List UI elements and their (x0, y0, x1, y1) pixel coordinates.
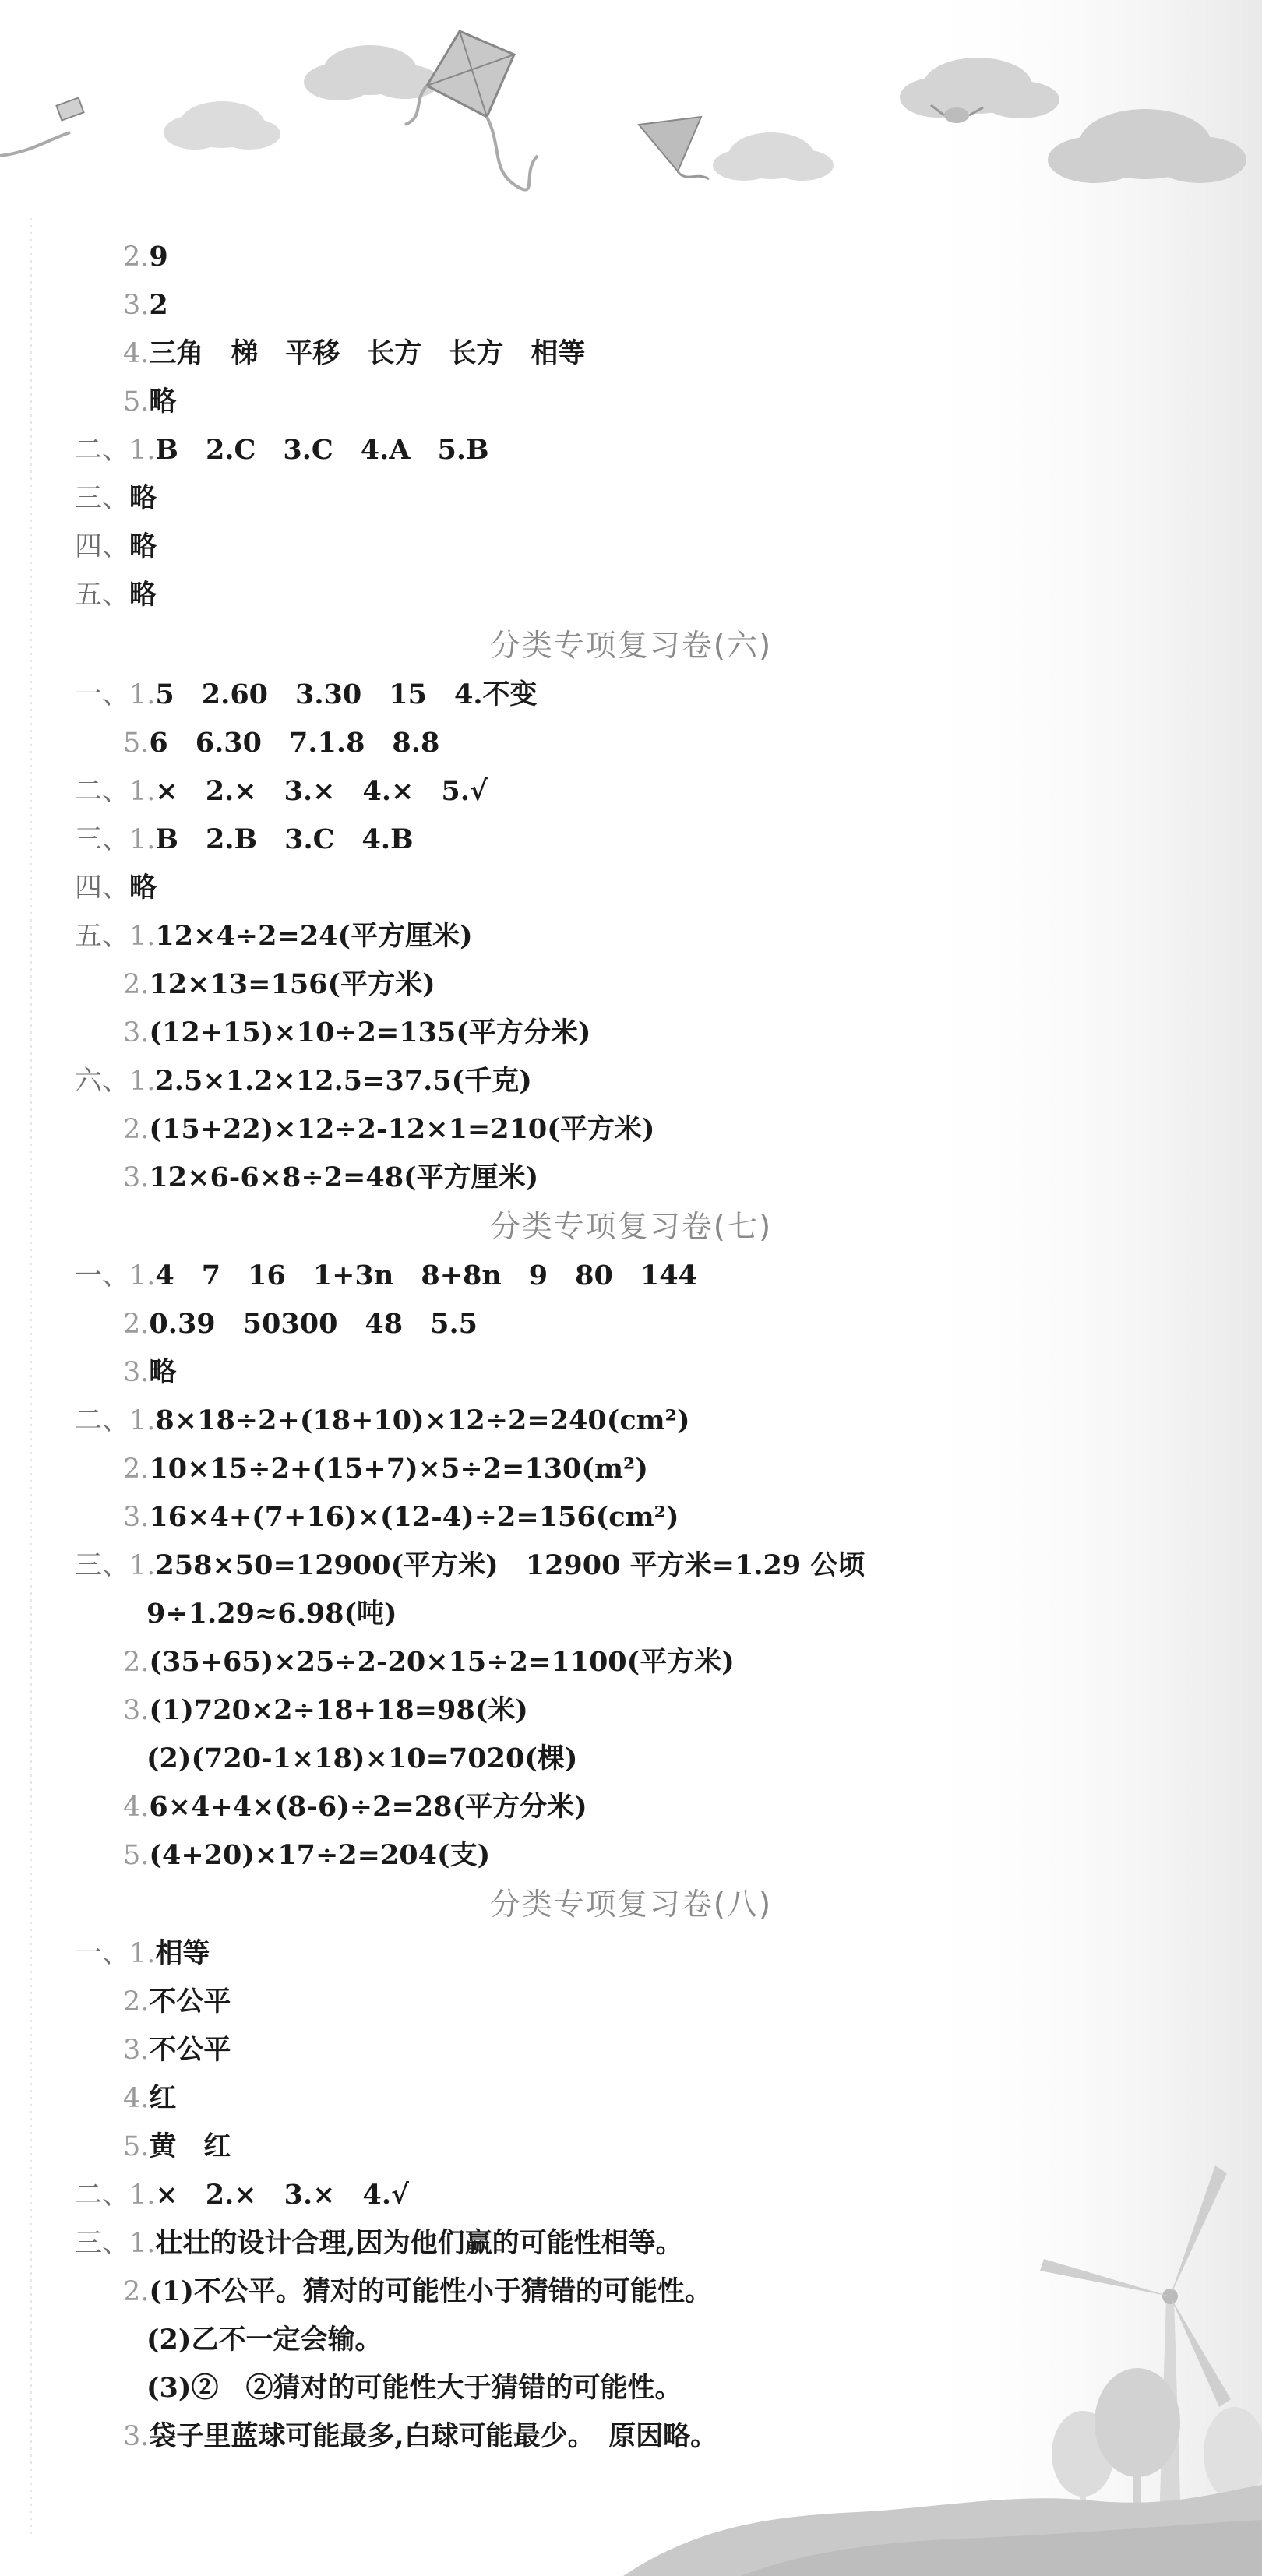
answer-line: 五、1.12×4÷2=24(平方厘米) (75, 920, 473, 952)
answer-line: (3)② ②猜对的可能性大于猜错的可能性。 (146, 2372, 682, 2404)
answer-line: 2.0.39 50300 48 5.5 (123, 1308, 478, 1340)
answer-line: (2)乙不一定会输。 (146, 2324, 382, 2356)
answer-line: 二、1.8×18÷2+(18+10)×12÷2=240(cm²) (75, 1404, 690, 1436)
answer-line: 4.6×4+4×(8-6)÷2=28(平方分米) (123, 1791, 587, 1823)
section-heading: 分类专项复习卷(八) (489, 1887, 773, 1922)
answer-line: 3.12×6-6×8÷2=48(平方厘米) (123, 1161, 539, 1193)
answer-line: 9÷1.29≈6.98(吨) (146, 1598, 397, 1630)
answer-line: 二、1.B 2.C 3.C 4.A 5.B (75, 434, 489, 466)
answer-line: 三、1.壮壮的设计合理,因为他们赢的可能性相等。 (75, 2227, 683, 2259)
answer-line: 三、1.B 2.B 3.C 4.B (75, 823, 414, 855)
answer-line: 2.12×13=156(平方米) (123, 968, 435, 1000)
answer-line: 3.(12+15)×10÷2=135(平方分米) (123, 1017, 591, 1048)
answer-line: 5.黄 红 (123, 2130, 231, 2162)
answer-line: (2)(720-1×18)×10=7020(棵) (146, 1743, 578, 1774)
answer-line: 4.三角 梯 平移 长方 长方 相等 (123, 337, 586, 369)
answer-line: 4.红 (123, 2082, 177, 2114)
answer-line: 2.(15+22)×12÷2-12×1=210(平方米) (123, 1113, 655, 1145)
answer-line: 三、略 (75, 482, 157, 514)
answer-line: 2.(35+65)×25÷2-20×15÷2=1100(平方米) (123, 1646, 735, 1678)
answer-line: 5.略 (123, 386, 177, 418)
answer-line: 六、1.2.5×1.2×12.5=37.5(千克) (75, 1065, 532, 1097)
answer-line: 四、略 (75, 872, 157, 904)
section-heading: 分类专项复习卷(六) (489, 629, 773, 664)
answer-line: 3.16×4+(7+16)×(12-4)÷2=156(cm²) (123, 1501, 679, 1533)
answer-line: 3.不公平 (123, 2034, 231, 2066)
answer-line: 一、1.相等 (75, 1937, 210, 1969)
answer-line: 四、略 (75, 530, 157, 562)
answer-line: 3.2 (123, 289, 168, 321)
answer-line: 5.(4+20)×17÷2=204(支) (123, 1839, 491, 1871)
answer-line: 2.10×15÷2+(15+7)×5÷2=130(m²) (123, 1453, 648, 1485)
answer-line: 3.袋子里蓝球可能最多,白球可能最少。 原因略。 (123, 2420, 718, 2452)
answer-line: 三、1.258×50=12900(平方米) 12900 平方米=1.29 公顷 (75, 1549, 865, 1581)
answer-line: 一、1.4 7 16 1+3n 8+8n 9 80 144 (75, 1260, 697, 1292)
answer-line: 5.6 6.30 7.1.8 8.8 (123, 727, 440, 759)
answer-line: 二、1.× 2.× 3.× 4.× 5.√ (75, 775, 488, 807)
answer-line: 二、1.× 2.× 3.× 4.√ (75, 2179, 410, 2211)
section-heading: 分类专项复习卷(七) (489, 1210, 773, 1245)
answer-line: 3.(1)720×2÷18+18=98(米) (123, 1694, 528, 1726)
answer-line: 2.9 (123, 241, 168, 273)
answer-line: 2.不公平 (123, 1986, 231, 2017)
answer-line: 一、1.5 2.60 3.30 15 4.不变 (75, 678, 538, 710)
answer-line: 五、略 (75, 579, 157, 611)
answer-line: 2.(1)不公平。猜对的可能性小于猜错的可能性。 (123, 2275, 712, 2307)
answer-line: 3.略 (123, 1356, 177, 1388)
